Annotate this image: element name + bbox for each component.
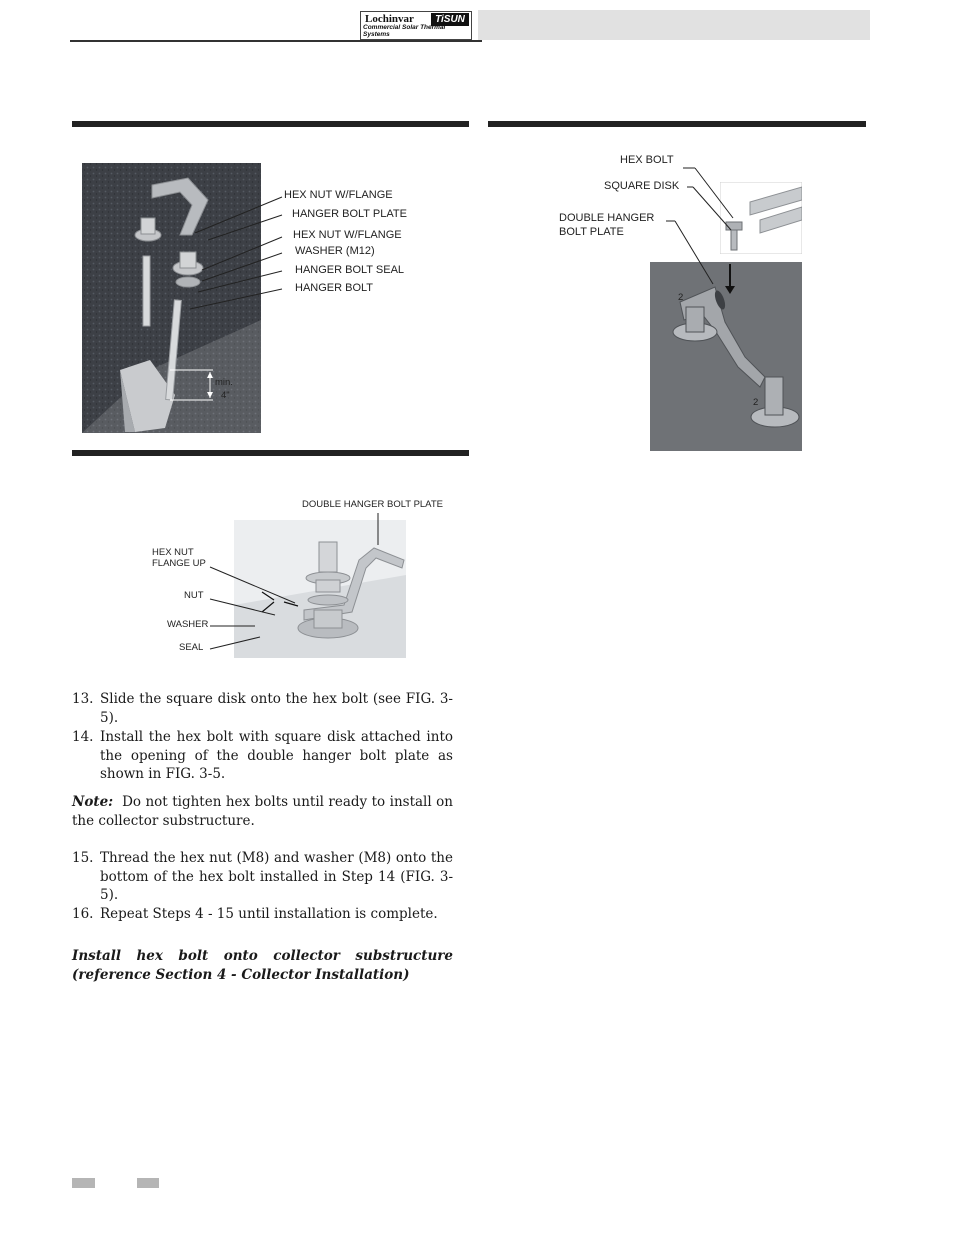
label-hanger-bolt-seal: HANGER BOLT SEAL: [295, 264, 405, 276]
step-number: 15.: [72, 850, 94, 866]
step-text: Repeat Steps 4 - 15 until installation is complete.: [100, 906, 438, 922]
fig-double-plate-photo: [650, 262, 802, 451]
logo-subtitle: Commercial Solar Thermal Systems: [363, 24, 446, 38]
mark-2-left: 2: [678, 292, 684, 303]
step-number: 14.: [72, 729, 94, 745]
lochinvar-tisun-logo: [360, 11, 472, 40]
footer-block-left: [72, 1178, 95, 1188]
label-double-hanger: DOUBLE HANGER: [559, 212, 655, 224]
label-square-disk: SQUARE DISK: [604, 180, 680, 192]
note-label: Note:: [72, 794, 114, 810]
label-washer: WASHER: [167, 619, 209, 630]
label-seal: SEAL: [179, 642, 204, 653]
mark-2-right: 2: [753, 397, 759, 408]
step-15: [72, 849, 453, 905]
section-rule-fig1: [72, 121, 469, 127]
header-rule: [70, 40, 482, 42]
label-hex-nut-flange-1: HEX NUT W/FLANGE: [284, 189, 393, 201]
label-bolt-plate: BOLT PLATE: [559, 226, 624, 238]
fig2-leader-lines: [200, 505, 400, 655]
fig1-leader-lines: [180, 185, 290, 315]
label-dim-value: 4": [221, 390, 230, 401]
logo-tisun: TiSUN: [431, 13, 469, 26]
footer-block-right: [137, 1178, 159, 1188]
note-text: Do not tighten hex bolts until ready to install on the collector substructure.: [72, 794, 453, 829]
label-nut: NUT: [184, 590, 204, 601]
section-rule-fig2: [72, 450, 469, 456]
label-hex-nut-flange-2: HEX NUT W/FLANGE: [293, 229, 402, 241]
step-number: 16.: [72, 906, 94, 922]
final-instruction: Install hex bolt onto collector substructure (reference Section 4 - Collector Installation): [72, 948, 453, 983]
label-dim-min: min.: [215, 377, 233, 388]
step-text: Slide the square disk onto the hex bolt (see FIG. 3-5).: [100, 691, 453, 726]
label-flange-up: FLANGE UP: [152, 558, 206, 569]
label-hanger-bolt: HANGER BOLT: [295, 282, 374, 294]
step-16: [72, 905, 453, 924]
step-text: Thread the hex nut (M8) and washer (M8) onto the bottom of the hex bolt installed in Step 14 (FIG. 3-5).: [100, 850, 453, 903]
label-hex-nut: HEX NUT: [152, 547, 194, 558]
note-paragraph: [72, 793, 453, 830]
step-14: [72, 728, 453, 784]
label-hanger-bolt-plate: HANGER BOLT PLATE: [292, 208, 407, 220]
step-13: [72, 690, 453, 727]
header-band: [478, 10, 870, 40]
section-rule-fig3: [488, 121, 866, 127]
step-number: 13.: [72, 691, 94, 707]
label-washer-m12: WASHER (M12): [295, 245, 375, 257]
label-hex-bolt: HEX BOLT: [620, 154, 674, 166]
step-text: Install the hex bolt with square disk attached into the opening of the double hanger bolt plate as shown in FIG. 3-5.: [100, 729, 453, 782]
label-double-hanger-bolt-plate: DOUBLE HANGER BOLT PLATE: [302, 499, 443, 510]
logo-brand: Lochinvar: [365, 13, 414, 25]
